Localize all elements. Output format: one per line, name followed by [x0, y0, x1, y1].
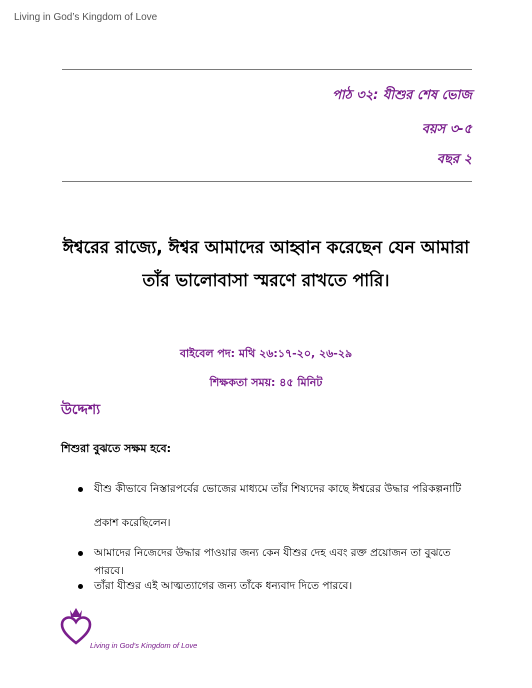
theme-line-1: ঈশ্বরের রাজ্যে, ঈশ্বর আমাদের আহ্বান করেছেন যেন আমারা	[62, 238, 470, 258]
objectives-heading: উদ্দেশ্য	[61, 402, 101, 418]
top-divider	[62, 69, 472, 70]
bottom-divider	[62, 181, 472, 182]
bullet-icon	[78, 487, 83, 492]
objective-text: আমাদের নিজেদের উদ্ধার পাওয়ার জন্য কেন যীশুর দেহ এবং রক্ত প্রয়োজন তা বুঝতে পারবে।	[94, 547, 451, 577]
theme-line-2: তাঁর ভালোবাসা স্মরণে রাখতে পারি।	[142, 271, 390, 291]
crown-heart-icon	[60, 606, 92, 646]
objective-text: যীশু কীভাবে নিস্তারপর্বের ভোজের মাধ্যমে তাঁর শিষ্যদের কাছে ঈশ্বরের উদ্ধার পরিকল্পনাটি প্রকাশ করেছিলেন।	[94, 483, 462, 529]
bible-passage: বাইবেল পদ: মথি ২৬:১৭-২০, ২৬-২৯	[179, 347, 353, 360]
footer-text: Living in God's Kingdom of Love	[90, 641, 198, 650]
running-header: Living in God’s Kingdom of Love	[14, 12, 158, 23]
objective-item	[78, 544, 478, 580]
objective-item	[78, 577, 478, 595]
age-range: বয়স ৩-৫	[421, 122, 472, 137]
year-label: বছর ২	[436, 152, 472, 167]
bullet-icon	[78, 584, 83, 589]
lesson-title: পাঠ ৩২: যীশুর শেষ ভোজ	[332, 88, 472, 103]
objective-text: তাঁরা যীশুর এই আত্মত্যাগের জন্য তাঁকে ধন্যবাদ দিতে পারবে।	[94, 580, 353, 592]
teaching-time: শিক্ষকতা সময়: ৪৫ মিনিট	[209, 376, 323, 389]
objective-item	[78, 480, 478, 540]
bullet-icon	[78, 551, 83, 556]
objectives-intro: শিশুরা বুঝতে সক্ষম হবে:	[61, 442, 171, 455]
